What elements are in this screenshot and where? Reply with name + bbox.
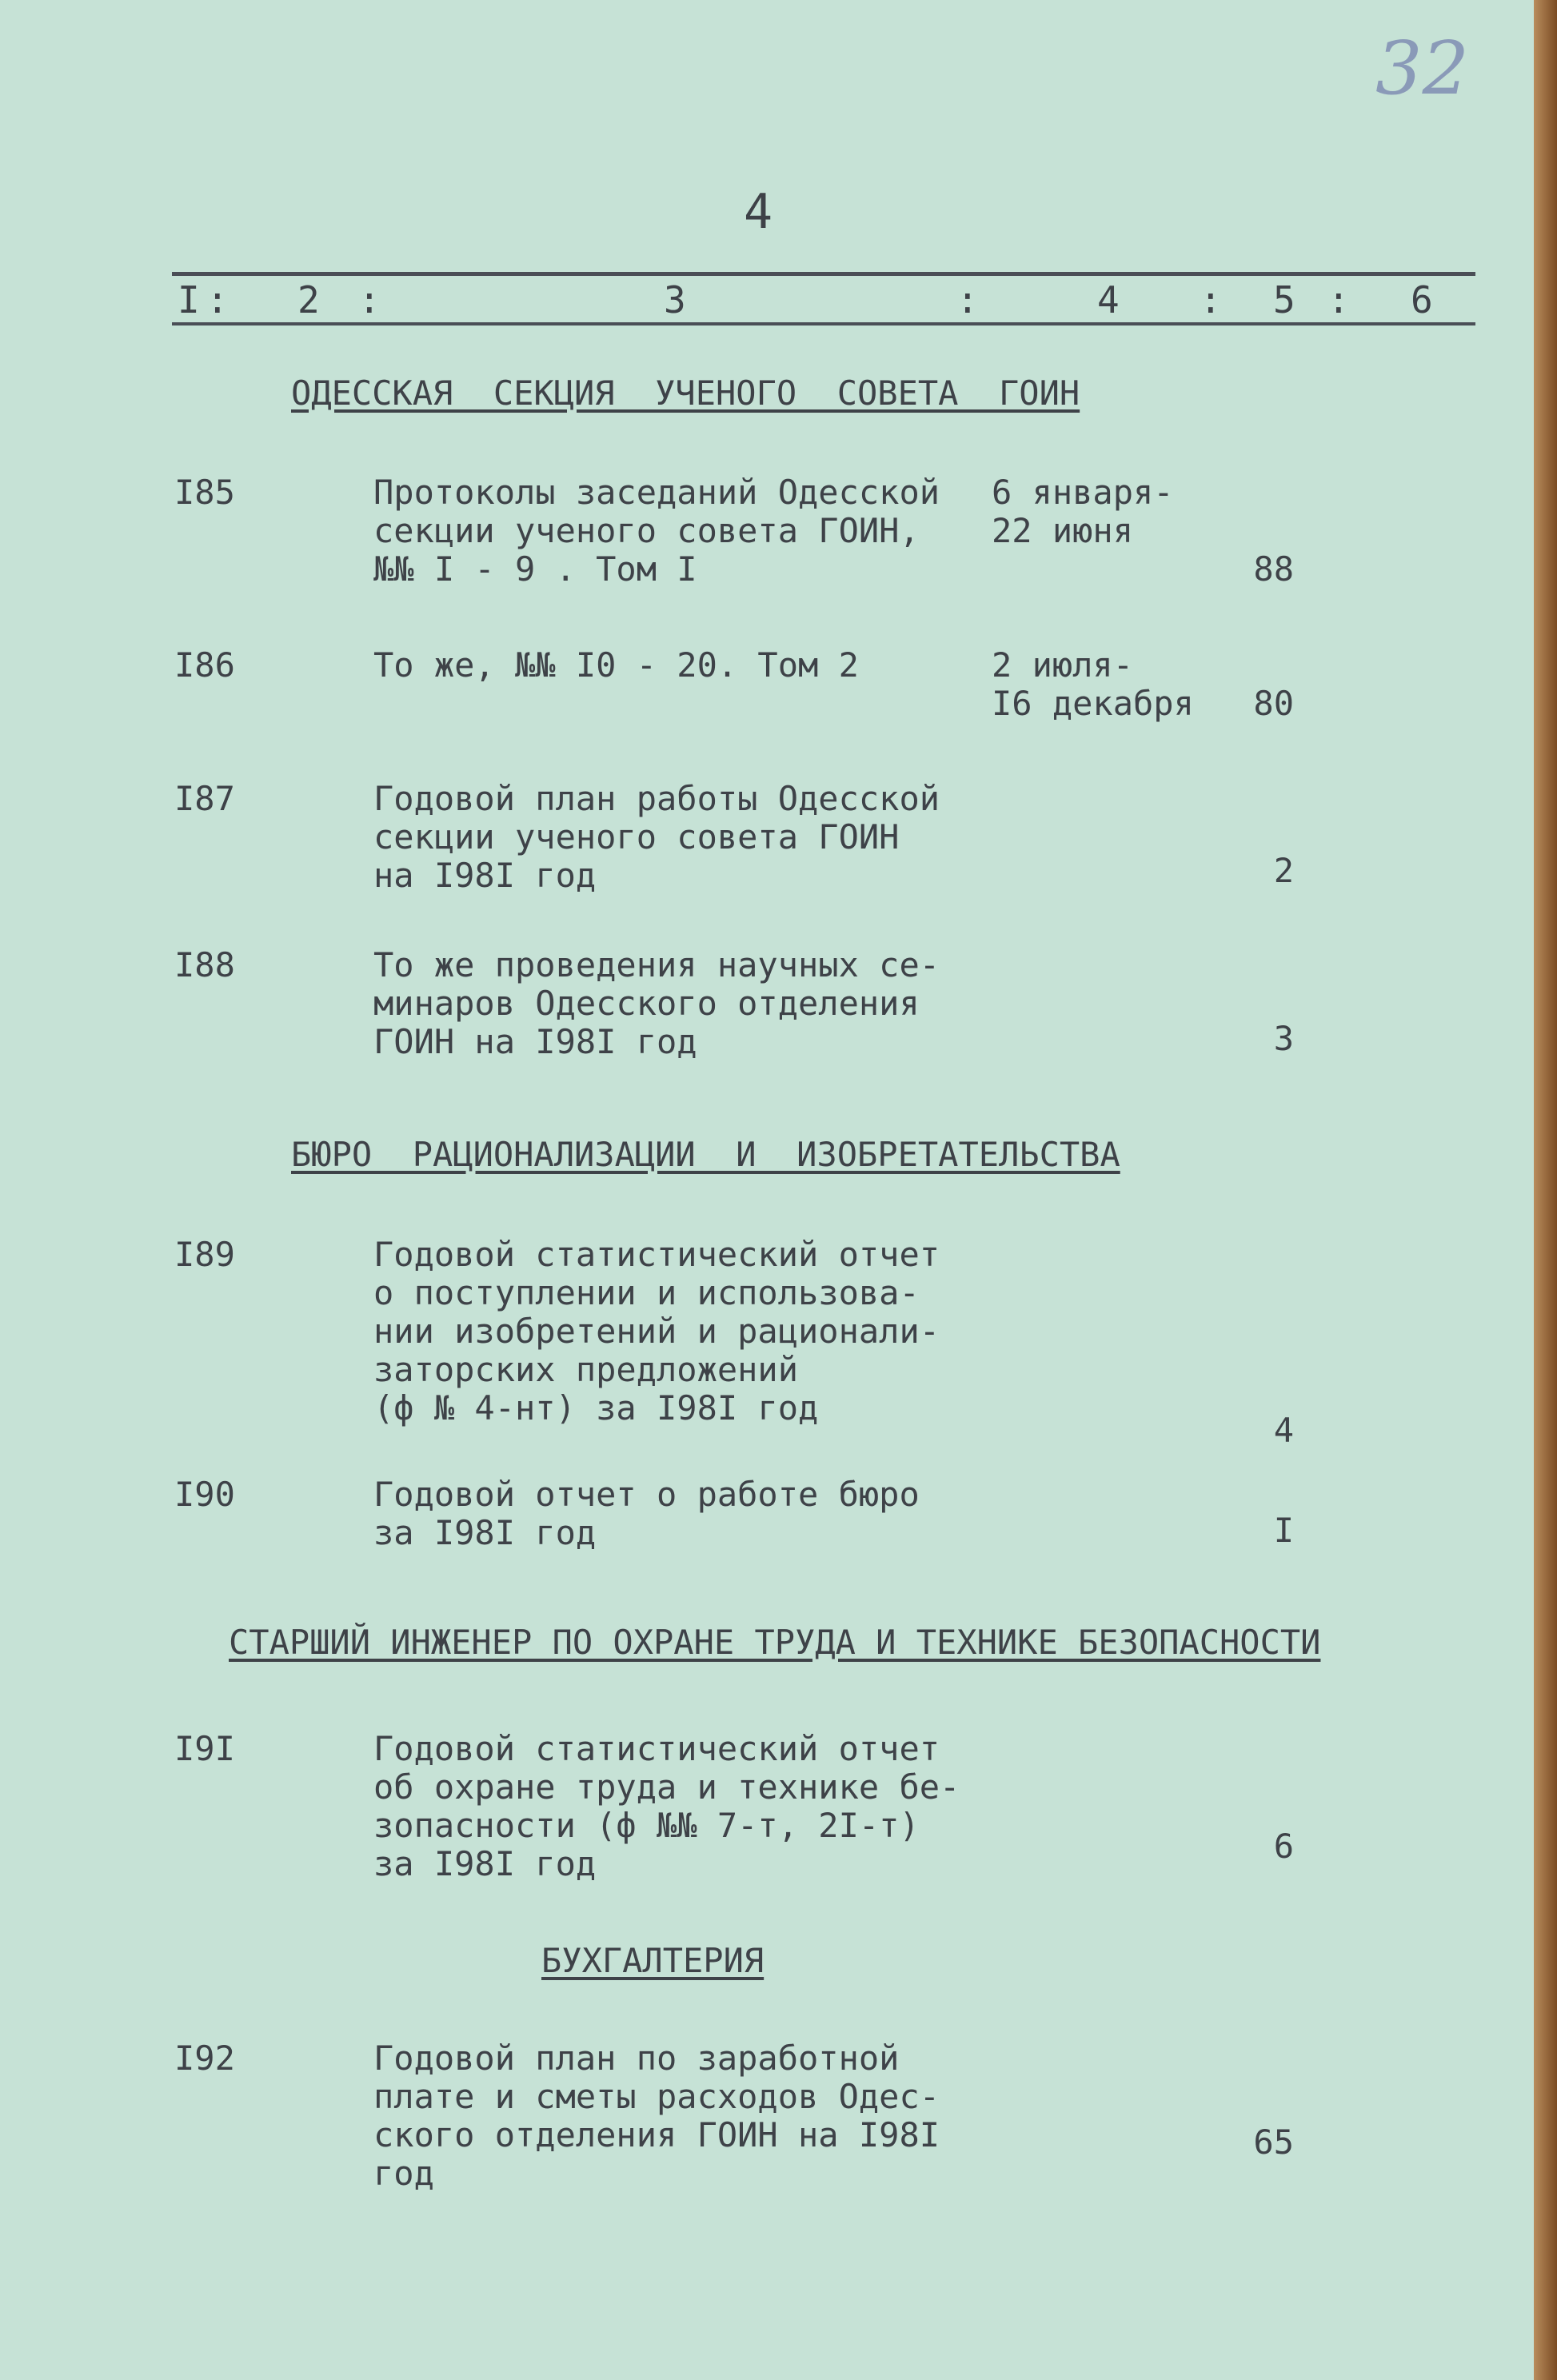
entry-sheet-count: I [1273,1511,1294,1550]
column-header-separator: : [1200,278,1222,321]
entry-number: I90 [174,1475,235,1514]
section-heading: СТАРШИЙ ИНЖЕНЕР ПО ОХРАНЕ ТРУДА И ТЕХНИКЕ БЕЗОПАСНОСТИ [229,1623,1321,1662]
entry-title: Годовой план по заработной плате и сметы расходов Одес- ского отделения ГОИН на I98I год [373,2039,940,2193]
column-header-1: I [178,278,200,321]
page-number: 4 [744,184,773,240]
entry-title: Годовой статистический отчет об охране труда и технике бе- зопасности (ф №№ 7-т, 2I-т) за I98I год [373,1729,960,1883]
entry-number: I92 [174,2039,235,2078]
column-header-4: 4 [1097,278,1120,321]
entry-title: Протоколы заседаний Одесской секции ученого совета ГОИН, №№ I - 9 . Том I [373,473,940,589]
entry-sheet-count: 80 [1253,684,1294,723]
column-header-separator: : [956,278,979,321]
page-edge-background [1534,0,1557,2380]
entry-sheet-count: 4 [1273,1411,1294,1450]
entry-number: I88 [174,945,235,984]
column-header-6: 6 [1411,278,1433,321]
section-heading: БЮРО РАЦИОНАЛИЗАЦИИ И ИЗОБРЕТАТЕЛЬСТВА [291,1135,1120,1174]
column-header-separator: : [358,278,381,321]
table-header-top-rule [172,272,1475,276]
entry-number: I89 [174,1235,235,1274]
entry-title: Годовой отчет о работе бюро за I98I год [373,1475,920,1552]
section-heading: ОДЕССКАЯ СЕКЦИЯ УЧЕНОГО СОВЕТА ГОИН [291,373,1080,413]
table-header-bottom-rule [172,322,1475,325]
entry-number: I87 [174,779,235,818]
entry-title: То же, №№ I0 - 20. Том 2 [373,645,859,685]
handwritten-sheet-number: 32 [1375,26,1470,111]
entry-sheet-count: 3 [1273,1019,1294,1058]
entry-sheet-count: 65 [1253,2122,1294,2162]
section-heading: БУХГАЛТЕРИЯ [541,1941,765,1980]
column-header-3: 3 [664,278,686,321]
column-header-2: 2 [297,278,320,321]
entry-dates: 6 января- 22 июня [992,473,1174,550]
column-header-separator: : [1327,278,1350,321]
entry-number: I9I [174,1729,235,1768]
entry-sheet-count: 6 [1273,1827,1294,1866]
entry-number: I85 [174,473,235,512]
entry-title: Годовой план работы Одесской секции ученого совета ГОИН на I98I год [373,779,940,895]
column-header-5: 5 [1273,278,1296,321]
entry-number: I86 [174,645,235,685]
entry-dates: 2 июля- I6 декабря [992,645,1194,723]
entry-sheet-count: 88 [1253,549,1294,589]
entry-sheet-count: 2 [1273,851,1294,890]
entry-title: Годовой статистический отчет о поступлении и использова- нии изобретений и рационали- заторских предложений (ф № 4-нт) за I98I год [373,1235,940,1428]
column-header-separator: : [206,278,229,321]
entry-title: То же проведения научных се- минаров Одесского отделения ГОИН на I98I год [373,945,940,1061]
